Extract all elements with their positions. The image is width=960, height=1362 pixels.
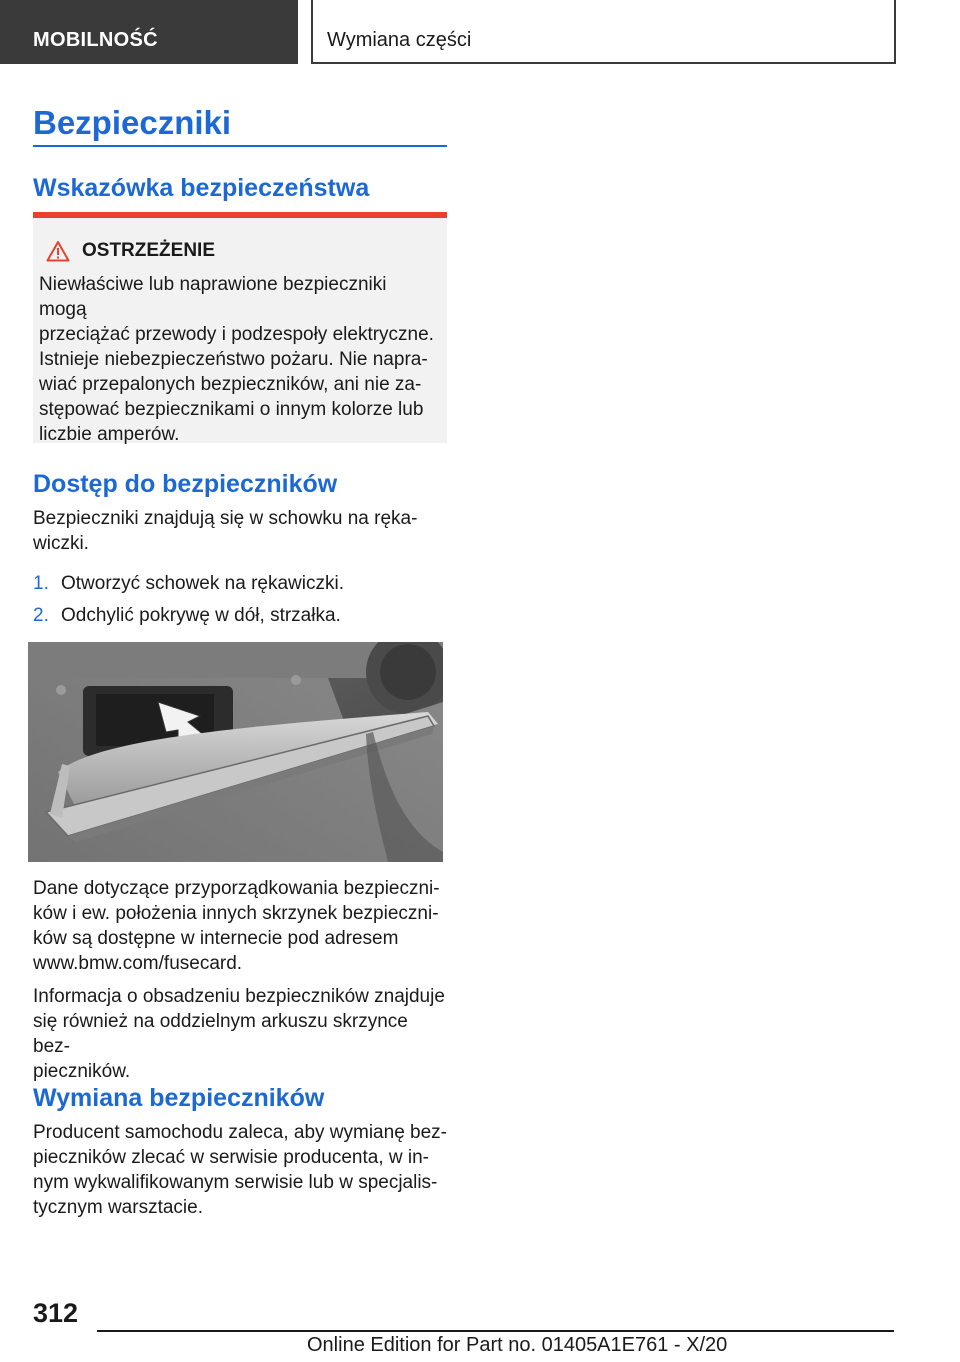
replace-heading: Wymiana bezpieczników xyxy=(33,1084,325,1112)
title-divider xyxy=(33,145,447,147)
access-heading: Dostęp do bezpieczników xyxy=(33,470,338,498)
info-line: się również na oddzielnym arkuszu skrzynce bez- xyxy=(33,1011,408,1057)
warning-box xyxy=(33,212,447,443)
warning-title: OSTRZEŻENIE xyxy=(82,240,216,261)
edition-text: Online Edition for Part no. 01405A1E761 - X/20 xyxy=(307,1334,728,1356)
fusecard-info xyxy=(33,876,447,976)
header-chapter-label: Wymiana części xyxy=(327,29,472,51)
info-line: ków są dostępne w internecie pod adresem xyxy=(33,928,399,949)
warning-line: liczbie amperów. xyxy=(39,424,180,445)
footer-divider xyxy=(97,1330,894,1332)
replace-text xyxy=(33,1120,447,1220)
warning-text xyxy=(39,272,439,447)
warning-line: przeciążać przewody i podzespoły elektryczne. xyxy=(39,324,434,345)
header-chapter-tab xyxy=(311,0,896,64)
step-number: 1. xyxy=(33,573,49,594)
replace-line: tycznym warsztacie. xyxy=(33,1197,203,1218)
header-section-tab xyxy=(0,0,298,64)
step-item xyxy=(33,603,341,628)
info-line: Informacja o obsadzeniu bezpieczników znajduje xyxy=(33,986,445,1007)
warning-line: stępować bezpiecznikami o innym kolorze lub xyxy=(39,399,424,420)
warning-line: Istnieje niebezpieczeństwo pożaru. Nie napra- xyxy=(39,349,428,370)
replace-line: nym wykwalifikowanym serwisie lub w specjalis- xyxy=(33,1172,438,1193)
warning-line: Niewłaściwe lub naprawione bezpieczniki mogą xyxy=(39,274,387,320)
info-line: Dane dotyczące przyporządkowania bezpieczni- xyxy=(33,878,440,899)
fuse-sheet-info xyxy=(33,984,447,1084)
access-intro-line: wiczki. xyxy=(33,533,89,554)
replace-line: Producent samochodu zaleca, aby wymianę bez- xyxy=(33,1122,448,1143)
page-number: 312 xyxy=(33,1298,79,1328)
page-title: Bezpieczniki xyxy=(33,104,232,141)
access-intro-line: Bezpieczniki znajdują się w schowku na ręka- xyxy=(33,508,418,529)
header-section-label: MOBILNOŚĆ xyxy=(33,29,158,51)
step-number: 2. xyxy=(33,605,49,626)
step-text: Odchylić pokrywę w dół, strzałka. xyxy=(61,605,341,626)
access-intro xyxy=(33,506,447,556)
step-item xyxy=(33,571,344,596)
warning-line: wiać przepalonych bezpieczników, ani nie za- xyxy=(39,374,422,395)
step-text: Otworzyć schowek na rękawiczki. xyxy=(61,573,344,594)
warning-title-row xyxy=(39,240,439,262)
info-line: pieczników. xyxy=(33,1061,131,1082)
glovebox-photo xyxy=(28,642,443,862)
info-line: ków i ew. położenia innych skrzynek bezpieczni- xyxy=(33,903,439,924)
safety-heading: Wskazówka bezpieczeństwa xyxy=(33,174,370,202)
replace-line: pieczników zlecać w serwisie producenta, w in- xyxy=(33,1147,429,1168)
warning-triangle-icon xyxy=(46,240,70,262)
info-line: www.bmw.com/fusecard. xyxy=(33,953,243,974)
